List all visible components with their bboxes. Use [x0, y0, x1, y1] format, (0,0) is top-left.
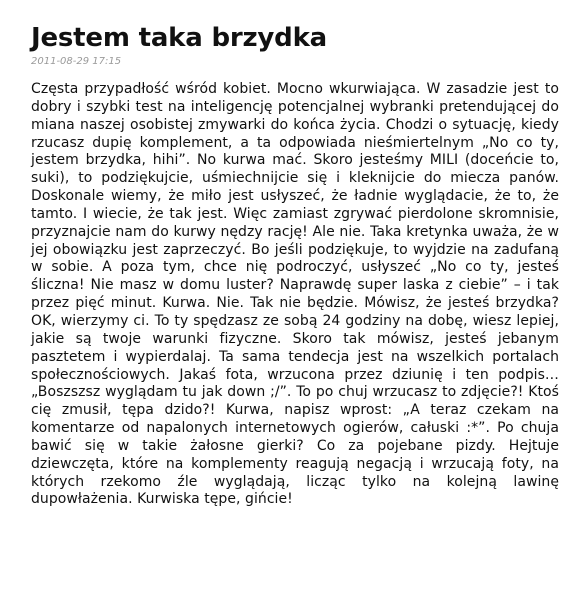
post-title: Jestem taka brzydka [31, 23, 328, 53]
post-body: Częsta przypadłość wśród kobiet. Mocno wkurwiająca. W zasadzie jest to dobry i szybki test na inteligencję potencjalnej wybranki pretendującej do miana naszej osobistej zmywarki do końca życia. Chodzi o sytuację, kiedy rzucasz dupię komplement, a ta odpowiada nieśmiertelnym „No co ty, jestem brzydka, hihi”. No kurwa mać. Skoro jesteśmy MILI (doceńcie to, suki), to podziękujcie, uśmiechnijcie się i kleknijcie do miecza panów. Doskonale wiemy, że miło jest usłyszeć, że ładnie wyglądacie, że to, że tamto. I wiecie, że tak jest. Więc zamiast zgrywać pierdolone skromnisie, przyznajcie nam do kurwy nędzy rację! Ale nie. Taka kretynka uważa, że w jej obowiązku jest zaprzeczyć. Bo jeśli podziękuje, to wyjdzie na zadufaną w sobie. A poza tym, chce nię podroczyć, usłyszeć „No co ty, jesteś śliczna! Nie masz w domu luster? Naprawdę super laska z ciebie” – i tak przez pięć minut. Kurwa. Nie. Tak nie będzie. Mówisz, że jesteś brzydka? OK, wierzymy ci. To ty spędzasz ze sobą 24 godziny na dobę, wiesz lepiej, jakie są twoje warunki fizyczne. Skoro tak mówisz, jesteś jebanym pasztetem i wypierdalaj. Ta sama tendecja jest na wszelkich portalach społecznościowych. Jakaś fota, wrzucona przez dziunię i ten podpis… „Boszszsz wyglądam tu jak down ;/”. To po chuj wrzucasz to zdjęcie?! Ktoś cię zmusił, tępa dzido?! Kurwa, napisz wprost: „A teraz czekam na komentarze od napalonych internetowych ogierów, całuski :*”. Po chuja bawić się w takie żałosne gierki? Co za pojebane pizdy. Hejtuje dziewczęta, które na komplementy reagują negacją i wrzucają foty, na których rzekomo źle wyglądają, licząc tylko na kolejną lawinę dupowłażenia. Kurwiska tępe, gińcie! [31, 81, 559, 508]
blog-post [31, 22, 559, 509]
post-date: 2011-08-29 17:15 [31, 56, 122, 67]
